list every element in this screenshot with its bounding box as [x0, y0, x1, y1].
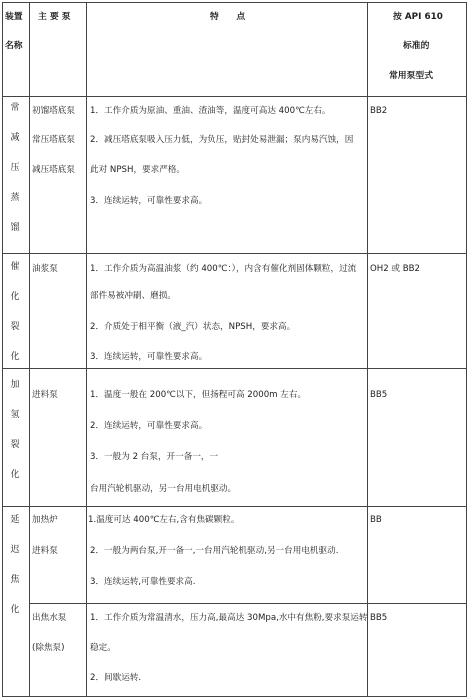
row4-feature-line: 1.温度可达 400℃左右,含有焦碳颗粒。	[88, 515, 240, 525]
row4-pump: 进料泵	[32, 546, 58, 556]
row3-feature-line: 3．一般为 2 台泵，开一备一，一	[90, 452, 219, 462]
row-divider-2	[2, 368, 467, 369]
row2-feature-line: 2．介质处于相平衡（液_汽）状态，NPSH，要求高。	[90, 322, 296, 332]
row4-feature-line: 3．连续运转,可靠性要求高.	[90, 577, 196, 587]
row1-device-char: 蒸	[10, 193, 20, 203]
row3-device-char: 化	[10, 470, 20, 480]
row3-api-type: BB5	[370, 390, 388, 400]
row3-pump: 进料泵	[32, 390, 58, 400]
row1-api-type: BB2	[370, 106, 388, 116]
row1-device-char: 减	[10, 133, 20, 143]
row1-pump: 常压塔底泵	[32, 135, 75, 145]
row5-feature-line: 1．工作介质为常温清水，压力高,最高达 30Mpa,水中有焦粉,要求泵运转	[90, 613, 368, 623]
header-main-pump: 主 要 泵	[38, 12, 71, 22]
row5-pump: (除焦泵)	[32, 643, 65, 653]
row2-device-char: 化	[10, 292, 20, 302]
row1-device-name	[8, 103, 22, 253]
row1-feature-line: 2．减压塔底泵吸入压力低，为负压，贴封处易泄漏；泵内易汽蚀，因	[90, 135, 354, 145]
row4-device-char: 延	[10, 515, 20, 525]
row2-feature-line: 1．工作介质为高温油浆（约 400℃：），内含有催化剂固体颗粒，过流	[90, 264, 357, 274]
table-border-top	[2, 2, 467, 3]
row3-device-char: 加	[10, 380, 20, 390]
row2-api-type: OH2 或 BB2	[370, 264, 421, 274]
column-divider-2	[86, 2, 87, 696]
row2-device-char: 催	[10, 262, 20, 272]
row4-api-type: BB	[370, 515, 382, 525]
row2-feature-line: 部件易被冲刷、磨损。	[90, 291, 176, 301]
header-device-name-1: 装置	[5, 12, 23, 22]
row3-device-char: 裂	[10, 440, 20, 450]
row4-device-char: 化	[10, 605, 20, 615]
row-divider-4-partial	[29, 603, 467, 604]
row1-feature-line: 1．工作介质为原油、重油、渣油等，温度可高达 400℃左右。	[90, 106, 331, 116]
row3-device-char: 氢	[10, 410, 20, 420]
table-border-left	[2, 2, 3, 696]
row2-device-char: 化	[10, 352, 20, 362]
column-divider-3	[367, 2, 368, 696]
column-divider-1	[29, 2, 30, 696]
row4-feature-line: 2．一般为两台泵,开一备一,一台用汽轮机驱动,另一台用电机驱动.	[90, 546, 339, 556]
row1-device-char: 压	[10, 163, 20, 173]
row2-pump: 油浆泵	[32, 264, 58, 274]
row3-feature-line: 2．连续运转，可靠性要求高。	[90, 421, 208, 431]
table-border-bottom	[2, 696, 467, 697]
row1-feature-line: 此对 NPSH，要求严格。	[90, 165, 186, 175]
header-api-1: 按 API 610	[393, 12, 443, 22]
row2-device-name	[8, 262, 22, 382]
header-api-2: 标准的	[403, 41, 430, 51]
header-features: 特 点	[210, 12, 246, 22]
row3-device-name	[8, 380, 22, 500]
row1-pump: 减压塔底泵	[32, 165, 75, 175]
header-device-name-2: 名称	[5, 41, 23, 51]
row-divider-header	[2, 96, 467, 97]
row4-device-char: 迟	[10, 545, 20, 555]
row1-device-char: 常	[10, 103, 20, 113]
row4-device-char: 焦	[10, 575, 20, 585]
row-divider-1	[2, 253, 467, 254]
row5-feature-line: 2．间歇运转.	[90, 673, 142, 683]
table-border-right	[466, 2, 467, 696]
row2-device-char: 裂	[10, 322, 20, 332]
row1-device-char: 馏	[10, 223, 20, 233]
header-api-3: 常用泵型式	[389, 71, 433, 81]
row4-pump: 加热炉	[32, 515, 58, 525]
row4-device-name	[8, 515, 22, 635]
row5-api-type: BB5	[370, 613, 388, 623]
row2-feature-line: 3．连续运转，可靠性要求高。	[90, 352, 208, 362]
row5-pump: 出焦水泵	[32, 613, 67, 623]
row5-feature-line: 稳定。	[90, 643, 116, 653]
row3-feature-line: 1．温度一般在 200℃以下，但扬程可高 2000m 左右。	[90, 390, 307, 400]
row1-pump: 初馏塔底泵	[32, 106, 75, 116]
row-divider-3	[2, 506, 467, 507]
row1-feature-line: 3．连续运转，可靠性要求高。	[90, 196, 208, 206]
row3-feature-line: 台用汽轮机驱动，另一台用电机驱动。	[90, 484, 237, 494]
